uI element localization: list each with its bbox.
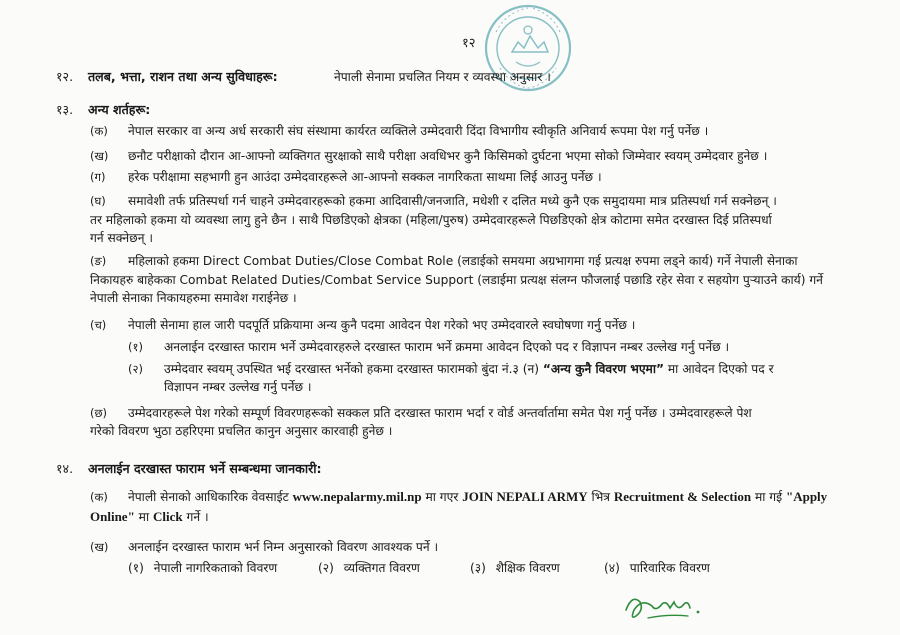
clause-13-kha-text: छनौट परीक्षाको दौरान आ-आफ्नो व्यक्तिगत सुरक्षाको साथै परीक्षा अवधिभर कुनै किसिमको दुर्घटना भएमा सोको जिम्मेवार स्वयम् उम्मेदवार हुनेछ ।: [128, 149, 768, 163]
online-text: Online": [90, 509, 135, 524]
section-14-number: १४.: [56, 461, 74, 476]
required-detail-item: [128, 559, 277, 577]
item-text: पारिवारिक विवरण: [629, 561, 710, 575]
section-12-number: १२.: [56, 69, 74, 84]
clause-13-chha-line2: गरेको विवरण भुठा ठहरिएमा प्रचलित कानुन अनुसार कारवाही हुनेछ ।: [90, 424, 393, 438]
item-number: (२): [318, 561, 334, 575]
clause-14-ka-part5: मा: [138, 510, 150, 524]
clause-14-ka-part2: मा गएर: [425, 490, 459, 504]
required-detail-item: [470, 559, 560, 577]
clause-13-cha-2-line1-part-c: मा आवेदन दिएको पद र: [667, 362, 774, 376]
clause-13-gha-line2: तर महिलाको हकमा यो व्यवस्था लागु हुने छैन । साथै पिछडिएको क्षेत्रका (महिला/पुरुष) उम्मेदवारहरूले पिछडिएको क्षेत्र कोटामा समेत दरखास्त दिई प्रतिस्पर्धा: [90, 213, 772, 227]
clause-13-cha-1-text: अनलाईन दरखास्त फाराम भर्ने उम्मेदवारहरुले दरखास्त फाराम भर्ने क्रममा आवेदन दिएको पद र विज्ञापन नम्बर उल्लेख गर्नु पर्नेछ ।: [164, 340, 730, 354]
clause-14-ka-part4: मा गई: [754, 490, 783, 504]
clause-13-ka-text: नेपाल सरकार वा अन्य अर्ध सरकारी संघ संस्थामा कार्यरत व्यक्तिले उम्मेदवारी दिंदा विभागीय स्वीकृति अनिवार्य रूपमा पेश गर्नु पर्नेछ ।: [128, 124, 709, 138]
clause-13-cha-text: नेपाली सेनामा हाल जारी पदपूर्ति प्रक्रियामा अन्य कुनै पदमा आवेदन पेश गरेको भए उम्मेदवारले स्वघोषणा गर्नु पर्नेछ ।: [128, 318, 636, 332]
clause-14-ka-line2: [90, 508, 209, 526]
apply-text: "Apply: [785, 489, 828, 504]
item-number: (३): [470, 561, 486, 575]
item-number: (४): [604, 561, 620, 575]
clause-13-chha-line1: उम्मेदवारहरूले पेश गरेको सम्पूर्ण विवरणहरूको सक्कल प्रति दरखास्त फाराम भर्दा र वोर्ड अन्तर्वार्तामा समेत पेश गर्नु पर्नेछ । उम्मेदवारहरूले पेश: [128, 406, 752, 420]
section-13-number: १३.: [56, 102, 74, 117]
clause-13-gha-line3: गर्न सक्नेछन् ।: [90, 231, 153, 245]
clause-14-ka-label: (क): [90, 490, 108, 504]
clause-13-cha-2-quoted: “अन्य कुनै विवरण भएमा”: [542, 362, 665, 376]
clause-14-ka-line1: [128, 488, 827, 506]
army-website-url: www.nepalarmy.mil.np: [292, 489, 422, 504]
clause-14-ka-part6: गर्ने ।: [186, 510, 209, 524]
item-text: नेपाली नागरिकताको विवरण: [153, 561, 278, 575]
item-number: (१): [128, 561, 144, 575]
clause-13-nga-line1: महिलाको हकमा Direct Combat Duties/Close Combat Role (लडाईको समयमा अग्रभागमा गई प्रत्यक्ष रुपमा लड्ने कार्य) गर्ने नेपाली सेनाका: [128, 254, 798, 268]
click-text: Click: [153, 509, 183, 524]
clause-14-ka-part3: भित्र: [591, 490, 610, 504]
clause-13-ga-label: (ग): [90, 170, 106, 184]
section-14-heading: अनलाईन दरखास्त फाराम भर्ने सम्बन्धमा जानकारी:: [88, 461, 322, 476]
section-12-heading: तलब, भत्ता, राशन तथा अन्य सुविधाहरू:: [88, 69, 278, 84]
clause-13-nga-line3: नेपाली सेनाका निकायहरुमा समावेश गराईनेछ ।: [90, 291, 297, 305]
clause-13-kha-label: (ख): [90, 149, 109, 163]
section-12-text: नेपाली सेनामा प्रचलित नियम र व्यवस्था अनुसार ।: [334, 70, 551, 84]
page-number: १२: [462, 36, 476, 51]
recruitment-selection-text: Recruitment & Selection: [613, 489, 752, 504]
clause-13-ka-label: (क): [90, 124, 108, 138]
clause-13-ga-text: हरेक परीक्षामा सहभागी हुन आउंदा उम्मेदवारहरूले आ-आफ्नो सक्कल नागरिकता साथमा लिई आउनु पर्नेछ ।: [128, 170, 602, 184]
section-13-heading: अन्य शर्तहरू:: [88, 102, 151, 117]
required-detail-item: [318, 559, 420, 577]
clause-13-cha-2-line1-part-a: उम्मेदवार स्वयम् उपस्थित भई दरखास्त भर्नेको हकमा दरखास्त फारामको बुंदा नं.३ (न): [164, 362, 540, 376]
clause-13-gha-label: (घ): [90, 194, 106, 208]
item-text: व्यक्तिगत विवरण: [343, 561, 420, 575]
clause-14-kha-text: अनलाईन दरखास्त फाराम भर्न निम्न अनुसारको विवरण आवश्यक पर्ने ।: [128, 540, 439, 554]
clause-13-cha-2-line1: [164, 360, 774, 378]
clause-13-cha-2-label: (२): [128, 362, 143, 376]
clause-13-nga-line2: निकायहरु बाहेकका Combat Related Duties/Combat Service Support (लडाईमा प्रत्यक्ष संलग्न फौजलाई पछाडि रहेर सेवा र सहयोग पुऱ्याउने कार्य) गर्ने: [90, 273, 823, 287]
clause-14-ka-part1: नेपाली सेनाको आधिकारिक वेवसाईट: [128, 490, 289, 504]
clause-13-cha-label: (च): [90, 318, 107, 332]
clause-13-gha-line1: समावेशी तर्फ प्रतिस्पर्धा गर्न चाहने उम्मेदवारहरूको हकमा आदिवासी/जनजाति, मधेशी र दलित मध्ये कुनै एक समुदायमा मात्र प्रतिस्पर्धा गर्न सक्नेछन् ।: [128, 194, 777, 208]
join-nepali-army-text: JOIN NEPALI ARMY: [462, 489, 588, 504]
clause-13-chha-label: (छ): [90, 406, 108, 420]
handwritten-signature: [618, 588, 718, 628]
clause-14-kha-label: (ख): [90, 540, 109, 554]
required-detail-item: [604, 559, 710, 577]
item-text: शैक्षिक विवरण: [495, 561, 560, 575]
clause-13-nga-label: (ङ): [90, 254, 107, 268]
clause-13-cha-1-label: (१): [128, 340, 143, 354]
clause-13-cha-2-line2: विज्ञापन नम्बर उल्लेख गर्नु पर्नेछ ।: [164, 380, 312, 394]
